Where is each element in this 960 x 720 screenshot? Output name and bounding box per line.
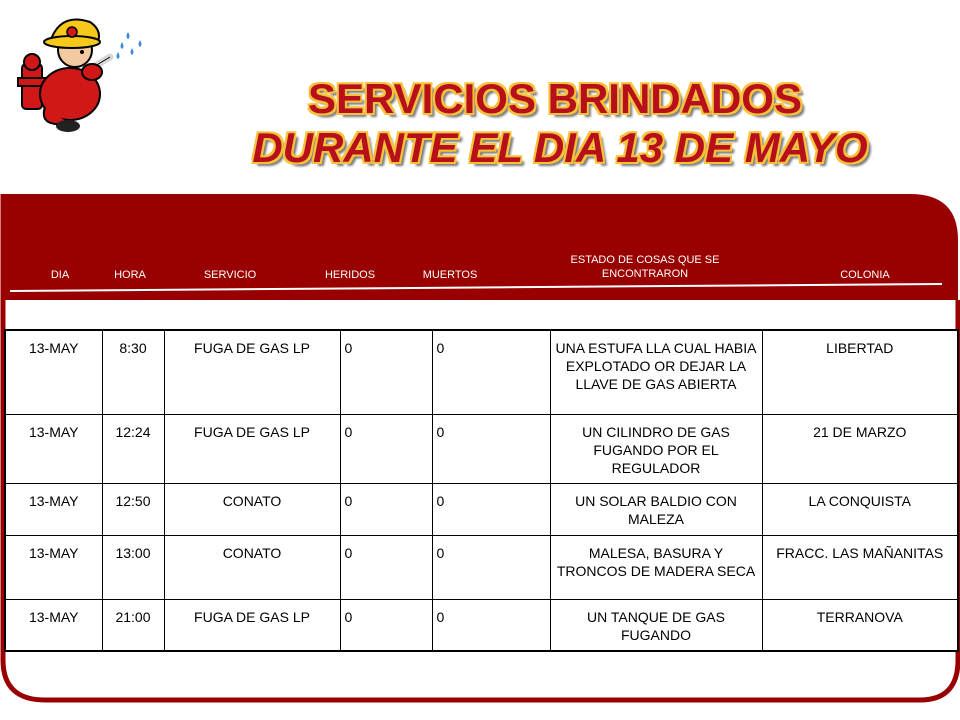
cell-dia: 13-MAY [5,414,102,483]
header-hora: HORA [114,269,146,281]
cell-heridos: 0 [340,330,432,414]
table-row [5,599,958,651]
cell-dia: 13-MAY [5,599,102,651]
cell-muertos: 0 [432,599,550,651]
cell-colonia: 21 DE MARZO [762,414,958,483]
cell-hora: 12:24 [102,414,164,483]
table-row [5,535,958,599]
header-estado: ESTADO DE COSAS QUE SE ENCONTRARON [570,254,720,280]
cell-colonia: LIBERTAD [762,330,958,414]
cell-estado: MALESA, BASURA Y TRONCOS DE MADERA SECA [550,535,762,599]
cell-muertos: 0 [432,483,550,535]
cell-servicio: FUGA DE GAS LP [164,330,340,414]
table-body [5,330,958,651]
header-heridos: HERIDOS [324,269,376,281]
cell-muertos: 0 [432,535,550,599]
header-colonia: COLONIA [840,269,890,281]
cell-colonia: FRACC. LAS MAÑANITAS [762,535,958,599]
header-servicio: SERVICIO [203,269,257,281]
slide-title-line2: DURANTE EL DIA 13 DE MAYO [252,124,868,171]
cell-estado: UN CILINDRO DE GAS FUGANDO POR EL REGULADOR [550,414,762,483]
cell-colonia: TERRANOVA [762,599,958,651]
services-table [4,329,959,652]
slide-title-line1: SERVICIOS BRINDADOS [308,75,802,122]
cell-servicio: CONATO [164,535,340,599]
cell-hora: 12:50 [102,483,164,535]
cell-servicio: CONATO [164,483,340,535]
cell-muertos: 0 [432,330,550,414]
cell-dia: 13-MAY [5,483,102,535]
cell-servicio: FUGA DE GAS LP [164,599,340,651]
cell-heridos: 0 [340,535,432,599]
cell-heridos: 0 [340,483,432,535]
cell-colonia: LA CONQUISTA [762,483,958,535]
cell-dia: 13-MAY [5,330,102,414]
cell-dia: 13-MAY [5,535,102,599]
cell-estado: UN SOLAR BALDIO CON MALEZA [550,483,762,535]
header-dia: DIA [50,269,70,281]
cell-heridos: 0 [340,414,432,483]
table-row [5,483,958,535]
cell-estado: UN TANQUE DE GAS FUGANDO [550,599,762,651]
header-muertos: MUERTOS [422,269,478,281]
cell-heridos: 0 [340,599,432,651]
cell-hora: 21:00 [102,599,164,651]
table-row [5,414,958,483]
table-row [5,330,958,414]
cell-muertos: 0 [432,414,550,483]
cell-hora: 13:00 [102,535,164,599]
cell-estado: UNA ESTUFA LLA CUAL HABIA EXPLOTADO OR DEJAR LA LLAVE DE GAS ABIERTA [550,330,762,414]
firefighter-mascot-icon [10,12,160,137]
cell-servicio: FUGA DE GAS LP [164,414,340,483]
cell-hora: 8:30 [102,330,164,414]
